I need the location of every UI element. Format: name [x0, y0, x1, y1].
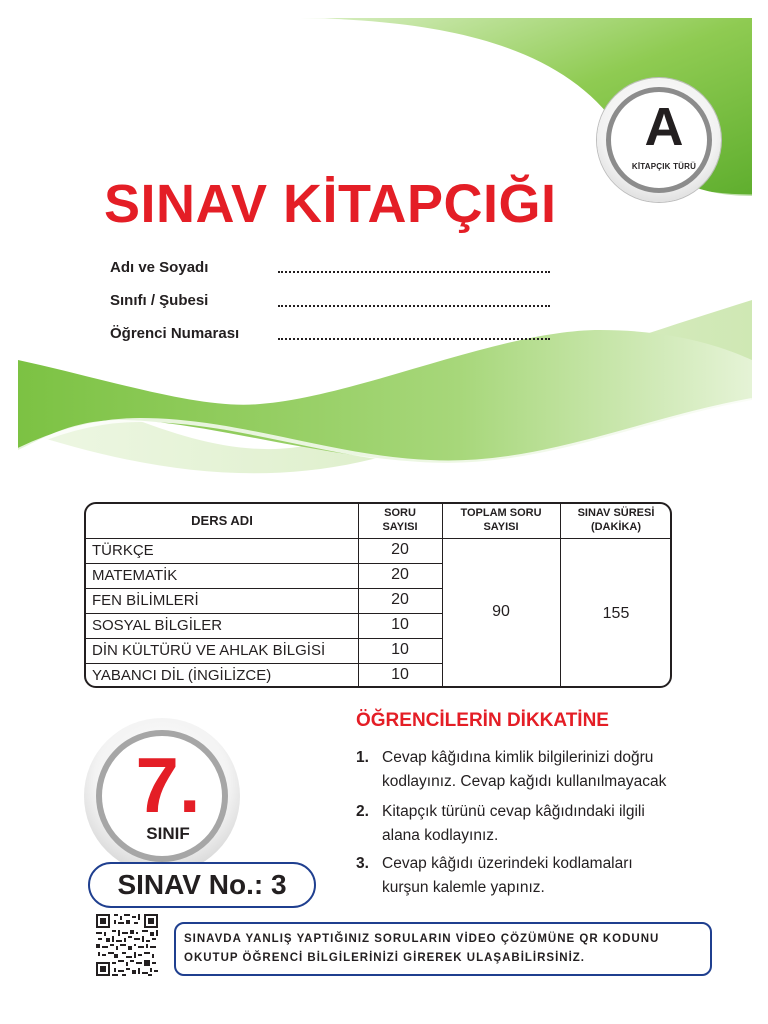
booklet-type-badge: [597, 78, 721, 202]
name-label: Adı ve Soyadı: [110, 259, 209, 276]
header-total-line2: SAYISI: [483, 521, 519, 533]
booklet-type-letter: A: [644, 97, 684, 157]
attention-item-line: Kitapçık türünü cevap kâğıdındaki ilgili: [382, 803, 645, 820]
table-row-count: 20: [391, 591, 409, 608]
table-row-count: 20: [391, 566, 409, 583]
class-field[interactable]: [278, 305, 550, 307]
booklet-type-ring: [606, 87, 712, 193]
table-divider: [86, 563, 442, 564]
total-questions-value: 90: [492, 603, 510, 620]
table-divider: [86, 638, 442, 639]
attention-item-number: 1.: [356, 749, 369, 766]
exam-number: SINAV No.: 3: [88, 862, 316, 908]
table-row-subject: YABANCI DİL (İNGİLİZCE): [92, 667, 272, 684]
name-field[interactable]: [278, 271, 550, 273]
attention-item-line: kodlayınız. Cevap kağıdı kullanılmayacak: [382, 773, 667, 790]
table-row-subject: DİN KÜLTÜRÜ VE AHLAK BİLGİSİ: [92, 642, 326, 659]
table-row-count: 20: [391, 541, 409, 558]
table-row-subject: TÜRKÇE: [92, 542, 154, 559]
attention-item-number: 3.: [356, 855, 369, 872]
attention-title: ÖĞRENCİLERİN DİKKATİNE: [356, 710, 609, 731]
header-total-line1: TOPLAM SORU: [460, 507, 542, 519]
table-divider: [86, 538, 670, 539]
header-duration: [560, 506, 672, 534]
table-row-subject: SOSYAL BİLGİLER: [92, 617, 223, 634]
grade-badge: [84, 718, 240, 874]
header-question-count-line2: SAYISI: [382, 521, 418, 533]
attention-item-text: [382, 852, 722, 900]
class-label: Sınıfı / Şubesi: [110, 292, 209, 309]
grade-ring: [96, 730, 228, 862]
header-subject: DERS ADI: [191, 513, 253, 528]
booklet-type-label: KİTAPÇIK TÜRÜ: [631, 162, 697, 171]
attention-item-line: alana kodlayınız.: [382, 827, 499, 844]
grade-number: 7.: [135, 741, 201, 829]
header-question-count-line1: SORU: [384, 507, 416, 519]
header-question-count: [358, 506, 442, 534]
qr-note: [174, 922, 712, 976]
attention-item-line: kurşun kalemle yapınız.: [382, 879, 545, 896]
grade-label: SINIF: [146, 824, 190, 843]
table-divider: [86, 588, 442, 589]
attention-item-text: [382, 800, 722, 848]
qr-note-line: SINAVDA YANLIŞ YAPTIĞINIZ SORULARIN VİDEO ÇÖZÜMÜNE QR KODUNU: [184, 933, 660, 945]
attention-item-text: [382, 746, 722, 794]
table-row-count: 10: [391, 641, 409, 658]
subjects-table: [84, 502, 672, 688]
table-row-count: 10: [391, 666, 409, 683]
table-row-subject: MATEMATİK: [92, 567, 178, 584]
student-number-label: Öğrenci Numarası: [110, 325, 240, 342]
table-row-subject: FEN BİLİMLERİ: [92, 592, 199, 609]
page-title: SINAV KİTAPÇIĞI: [104, 174, 557, 234]
attention-item-line: Cevap kâğıdına kimlik bilgilerinizi doğru: [382, 749, 654, 766]
qr-code-icon[interactable]: [96, 914, 158, 976]
qr-note-line: OKUTUP ÖĞRENCİ BİLGİLERİNİZİ GİREREK ULAŞABİLİRSİNİZ.: [184, 952, 585, 964]
table-row-count: 10: [391, 616, 409, 633]
header-total: [442, 506, 560, 534]
attention-item-number: 2.: [356, 803, 369, 820]
student-number-field[interactable]: [278, 338, 550, 340]
table-divider: [86, 663, 442, 664]
table-divider: [86, 613, 442, 614]
attention-item-line: Cevap kâğıdı üzerindeki kodlamaları: [382, 855, 633, 872]
header-duration-line1: SINAV SÜRESİ: [577, 507, 655, 519]
duration-value: 155: [602, 605, 630, 622]
header-duration-line2: (DAKİKA): [590, 521, 642, 533]
